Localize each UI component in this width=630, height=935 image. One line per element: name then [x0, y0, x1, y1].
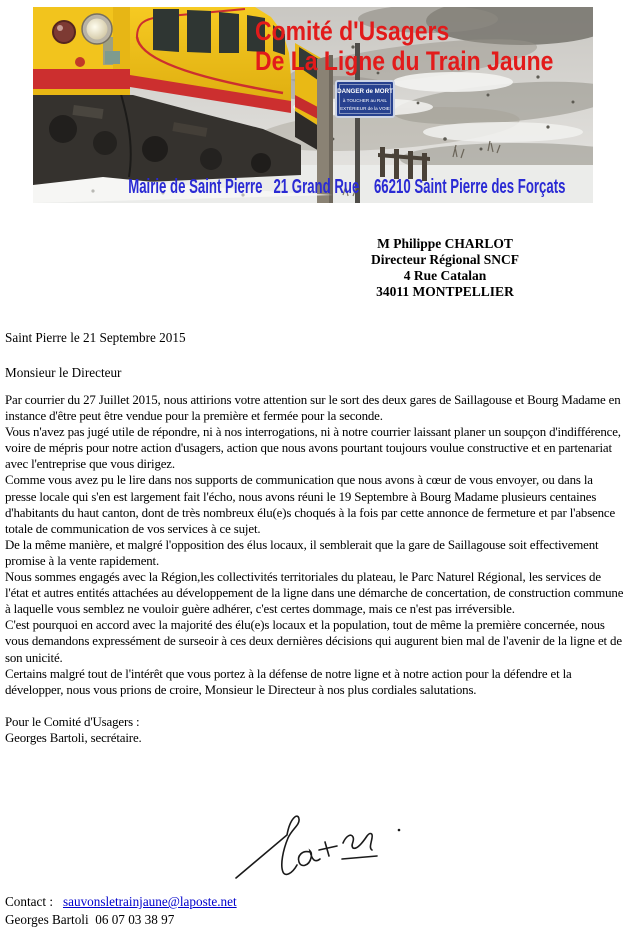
email-link[interactable]: sauvonsletrainjaune@laposte.net	[62, 894, 237, 909]
recipient-block	[260, 236, 630, 300]
recipient-city: 34011 MONTPELLIER	[376, 283, 514, 299]
letterhead-banner	[33, 7, 593, 203]
date-line: Saint Pierre le 21 Septembre 2015	[5, 330, 186, 345]
danger-sign	[336, 81, 394, 117]
body-paragraph: Comme vous avez pu le lire dans nos supports de communication que nous avons à cœur de vous envoyer, ou dans la presse locale qui s'en est largement fait l'écho, nous avons réuni le 19 Septembre à Bourg Madame plusieurs centaines d'habitants du haut canton, dont de très nombreux élu(e)s choqués à la fois par cette annonce de fermeture et par l'absence totale de communication de vos services à ce sujet.	[5, 473, 616, 536]
body-paragraph: C'est pourquoi en accord avec la majorité des élu(e)s locaux et la population, tout de même la première concernée, nous vous demandons expressément de surseoir à ces deux dernières décisions qui augurent bien mal de l'avenir de la ligne et de son unicité.	[5, 618, 622, 665]
recipient-title: Directeur Régional SNCF	[371, 251, 519, 267]
body-paragraph: De la même manière, et malgré l'opposition des élus locaux, il semblerait que la gare de Saillagouse soit effectivement promise à la vente rapidement.	[5, 537, 599, 568]
contact-phone-line: Georges Bartoli 06 07 03 38 97	[5, 911, 175, 927]
letter-body	[5, 392, 626, 746]
footer-contact	[5, 893, 237, 928]
signoff-line1: Pour le Comité d'Usagers :	[5, 714, 140, 729]
svg-text:DANGER de MORT: DANGER de MORT	[337, 88, 393, 95]
svg-text:à TOUCHER au RAIL: à TOUCHER au RAIL	[342, 98, 388, 103]
contact-line	[5, 893, 237, 911]
contact-label: Contact :	[5, 894, 53, 909]
signoff-block	[5, 714, 626, 746]
body-paragraph: Nous sommes engagés avec la Région,les collectivités territoriales du plateau, le Parc Naturel Régional, les services de l'état et autres entités attachées au développement de la ligne dans une démarche de concertation, de construction commune à laquelle vous semblez ne vouloir guère adhérer, c'est certes dommage, mais ce n'est pas irréversible.	[5, 570, 624, 617]
signature-stroke	[236, 816, 400, 878]
closing-paragraph: Certains malgré tout de l'intérêt que vous portez à la défense de notre ligne et à notre action pour la défendre et la développer, nous vous prions de croire, Monsieur le Directeur à nos plus cordiales salutations.	[5, 666, 572, 697]
body-paragraph: Par courrier du 27 Juillet 2015, nous attirions votre attention sur le sort des deux gares de Saillagouse et Bourg Madame en instance d'être peut être vendue pour la première et fermée pour la seconde.	[5, 393, 621, 424]
signoff-line2: Georges Bartoli, secrétaire.	[5, 730, 142, 745]
banner-title-line2: De La Ligne du Train Jaune	[255, 46, 554, 76]
signature-handwritten	[230, 810, 415, 882]
recipient-name: M Philippe CHARLOT	[377, 236, 513, 251]
body-paragraph: Vous n'avez pas jugé utile de répondre, ni à nos interrogations, ni à notre courrier laissant planer un soupçon d'indifférence, voire de mépris pour notre action d'usagers, action que nous avons pourtant toujours voulue constructive et en partenariat avec l'entreprise que vous dirigez.	[5, 425, 621, 472]
banner-address-bar: Mairie de Saint Pierre 21 Grand Rue 66210 Saint Pierre des Forçats	[128, 176, 566, 198]
salutation: Monsieur le Directeur	[5, 365, 122, 380]
recipient-street: 4 Rue Catalan	[403, 267, 487, 283]
banner-title	[255, 16, 553, 76]
svg-text:EXTÉRIEUR de la VOIE: EXTÉRIEUR de la VOIE	[340, 106, 390, 111]
banner-title-line1: Comité d'Usagers	[255, 16, 450, 46]
